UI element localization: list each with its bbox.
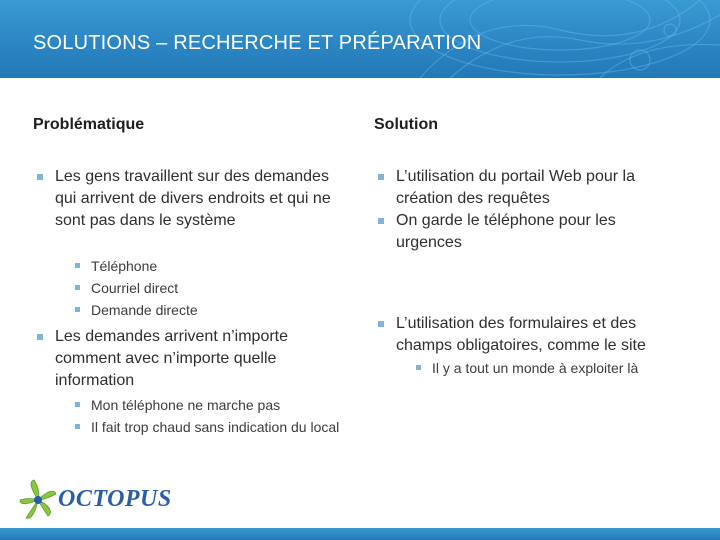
octopus-logo bbox=[18, 476, 218, 526]
solution-list bbox=[374, 166, 684, 254]
problem-sublist bbox=[33, 394, 343, 438]
problem-item: Les gens travaillent sur des demandes qui arrivent de divers endroits et qui ne sont pas dans le système bbox=[33, 166, 343, 232]
problem-sublist bbox=[33, 255, 343, 321]
solution-item: On garde le téléphone pour les urgences bbox=[374, 210, 684, 254]
problem-list bbox=[33, 166, 343, 232]
problem-subitem: Il fait trop chaud sans indication du local bbox=[33, 416, 343, 438]
problem-subitem: Mon téléphone ne marche pas bbox=[33, 394, 343, 416]
solution-item: L’utilisation des formulaires et des champs obligatoires, comme le site bbox=[374, 313, 694, 357]
problem-heading: Problématique bbox=[33, 116, 145, 133]
solution-list bbox=[374, 313, 694, 379]
problem-subitem: Téléphone bbox=[33, 255, 343, 277]
octopus-star-icon bbox=[18, 478, 58, 522]
logo-text: OCTOPUS bbox=[58, 486, 172, 512]
solution-item: L’utilisation du portail Web pour la création des requêtes bbox=[374, 166, 684, 210]
page-title: SOLUTIONS – RECHERCHE ET PRÉPARATION bbox=[33, 32, 482, 54]
title-banner bbox=[0, 0, 720, 78]
problem-subitem: Demande directe bbox=[33, 299, 343, 321]
solution-heading: Solution bbox=[374, 116, 438, 133]
solution-subitem: Il y a tout un monde à exploiter là bbox=[374, 357, 694, 379]
problem-list bbox=[33, 326, 333, 392]
problem-item: Les demandes arrivent n’importe comment avec n’importe quelle information bbox=[33, 326, 333, 392]
footer-bar bbox=[0, 528, 720, 540]
problem-subitem: Courriel direct bbox=[33, 277, 343, 299]
